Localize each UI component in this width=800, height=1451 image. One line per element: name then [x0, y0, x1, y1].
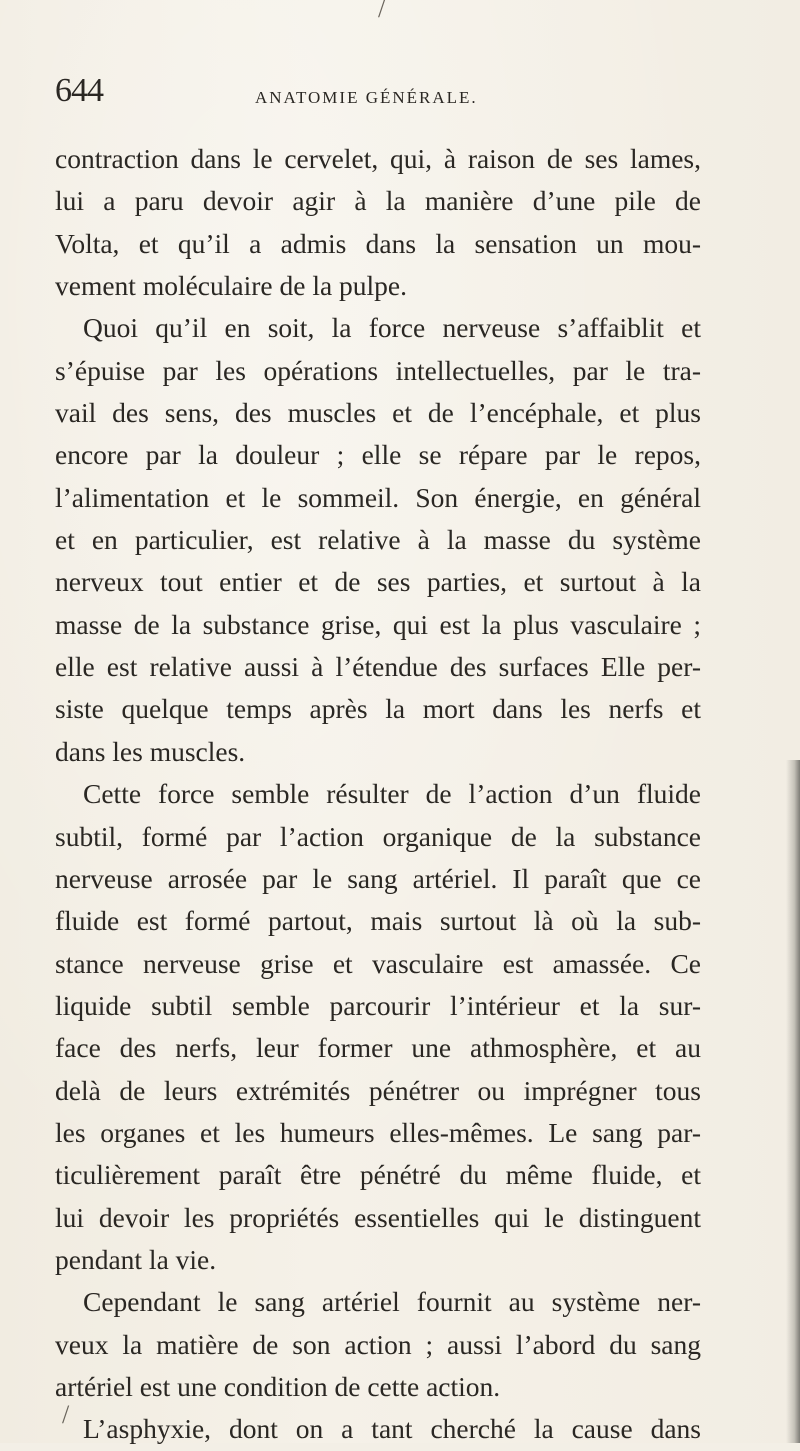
text-line: Volta, et qu’il a admis dans la sensation un mou- — [55, 227, 701, 259]
text-line: vement moléculaire de la pulpe. — [55, 270, 408, 302]
text-line: stance nerveuse grise et vasculaire est amassée. Ce — [55, 947, 701, 979]
text-line: l’alimentation et le sommeil. Son énergie, en général — [55, 481, 701, 513]
text-line: elle est relative aussi à l’étendue des surfaces Elle per- — [55, 651, 701, 683]
text-line: delà de leurs extrémités pénétrer ou imprégner tous — [55, 1074, 701, 1106]
text-line: veux la matière de son action ; aussi l’abord du sang — [55, 1328, 701, 1360]
text-line: s’épuise par les opérations intellectuelles, par le tra- — [55, 354, 701, 386]
text-line: fluide est formé partout, mais surtout là où la sub- — [55, 905, 701, 937]
print-speck: / — [378, 0, 386, 23]
text-line: Cette force semble résulter de l’action d’un fluide — [83, 778, 701, 810]
text-line: masse de la substance grise, qui est la plus vasculaire ; — [55, 608, 701, 640]
text-line: ticulièrement paraît être pénétré du même fluide, et — [55, 1159, 701, 1191]
text-line: artériel est une condition de cette action. — [55, 1370, 501, 1402]
text-line: liquide subtil semble parcourir l’intérieur et la sur- — [55, 989, 701, 1021]
text-line: lui a paru devoir agir à la manière d’une pile de — [55, 185, 701, 217]
print-speck: / — [62, 1400, 70, 1429]
text-line: L’asphyxie, dont on a tant cherché la cause dans — [83, 1413, 701, 1445]
page-number: 644 — [55, 72, 103, 109]
text-line: encore par la douleur ; elle se répare par le repos, — [55, 439, 701, 471]
text-line: nerveux tout entier et de ses parties, et surtout à la — [55, 566, 701, 598]
text-line: contraction dans le cervelet, qui, à raison de ses lames, — [55, 143, 701, 174]
text-line: dans les muscles. — [55, 735, 246, 767]
page-edge-shadow — [786, 760, 800, 1443]
text-line: subtil, formé par l’action organique de la substance — [55, 820, 701, 852]
text-line: Quoi qu’il en soit, la force nerveuse s’affaiblit et — [83, 312, 701, 344]
text-line: Cependant le sang artériel fournit au système ner- — [83, 1286, 701, 1318]
text-line: face des nerfs, leur former une athmosphère, et au — [55, 1032, 701, 1064]
text-line: lui devoir les propriétés essentielles qui le distinguent — [55, 1201, 701, 1233]
body-text — [55, 138, 701, 1451]
text-line: les organes et les humeurs elles-mêmes. Le sang par- — [55, 1116, 701, 1148]
text-line: siste quelque temps après la mort dans les nerfs et — [55, 693, 701, 725]
text-line: et en particulier, est relative à la masse du système — [55, 524, 701, 556]
running-head: ANATOMIE GÉNÉRALE. — [255, 88, 478, 107]
text-line: vail des sens, des muscles et de l’encéphale, et plus — [55, 397, 701, 429]
text-line: pendant la vie. — [55, 1243, 217, 1275]
page-header — [55, 72, 755, 120]
text-line: nerveuse arrosée par le sang artériel. Il paraît que ce — [55, 862, 701, 894]
